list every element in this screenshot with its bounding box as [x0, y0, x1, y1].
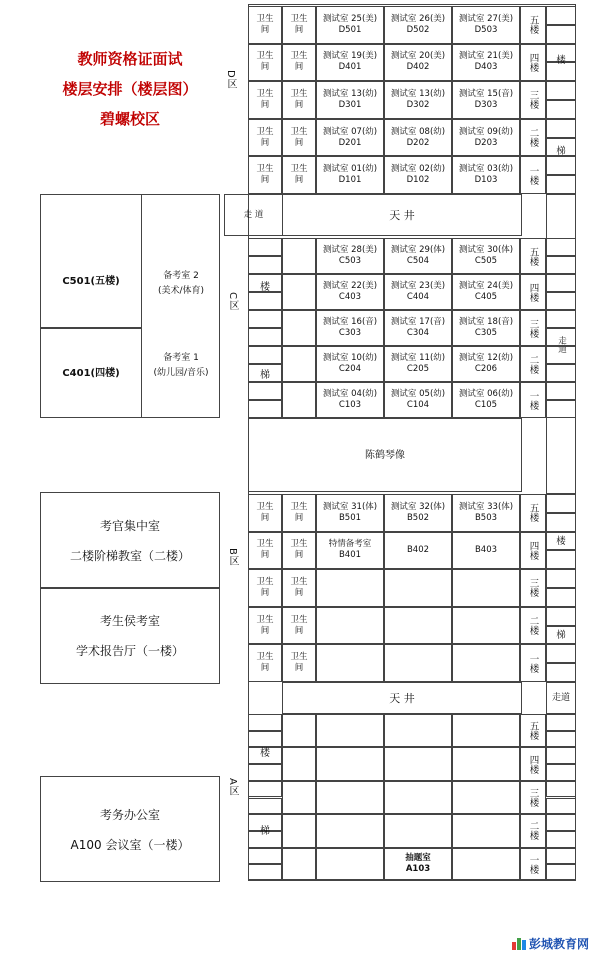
room-c501 [40, 194, 142, 328]
a-floor-3: 三楼 [520, 781, 546, 814]
a-room-3-3 [452, 781, 520, 814]
waiting-room-line1: 考生侯考室 [99, 614, 160, 628]
c-side-cell-1 [282, 238, 316, 274]
d-right-stairs-bottom: 梯 [556, 146, 566, 157]
d-toilet-3-1: 卫生间 [248, 81, 282, 119]
c-right-cell-3b [546, 328, 576, 346]
a-left-cell-5a [248, 848, 282, 865]
a-room-5-3 [452, 848, 520, 881]
b-room-4-1 [316, 607, 384, 645]
c-left-cell-5a [248, 382, 282, 400]
c-room-1-2: 测试室 29(体) C504 [384, 238, 452, 274]
b-right-cell-3b [546, 588, 576, 607]
b-toilet-2-1: 卫生间 [248, 532, 282, 570]
statue-courtyard: 陈鹤琴像 [248, 418, 522, 492]
d-room-3-2: 测试室 13(幼) D302 [384, 81, 452, 119]
a-right-cell-5b [546, 864, 576, 881]
b-right-cell-1a [546, 494, 576, 513]
c-room-2-1: 测试室 22(美) C403 [316, 274, 384, 310]
room-c401-label: C401(四楼) [62, 368, 120, 379]
c-room-3-1: 测试室 16(音) C303 [316, 310, 384, 346]
d-toilet-4-2: 卫生间 [282, 119, 316, 157]
c-right-cell-4a [546, 346, 576, 364]
a-side-cell-4 [282, 814, 316, 847]
d-room-2-1: 测试室 19(美) D401 [316, 44, 384, 82]
a-right-cell-3b [546, 798, 576, 815]
a-room-1-3 [452, 714, 520, 747]
a-side-cell-2 [282, 747, 316, 780]
b-right-cell-1b [546, 513, 576, 532]
c-zone-label: C区 [227, 292, 238, 311]
a-zone-label: A区 [227, 778, 238, 797]
c-stairs-label-top: 楼 [260, 282, 270, 293]
c-side-cell-3 [282, 310, 316, 346]
courtyard-upper: 天 井 [282, 194, 522, 236]
d-toilet-2-2: 卫生间 [282, 44, 316, 82]
title-line-1: 教师资格证面试 [77, 50, 183, 68]
b-right-cell-3a [546, 569, 576, 588]
c-side-cell-4 [282, 346, 316, 382]
brand-logo-icon [512, 938, 526, 950]
b-right-stairs-bottom: 梯 [556, 630, 566, 641]
corridor-label: 走 道 [224, 194, 282, 236]
a-room-4-2 [384, 814, 452, 847]
c-room-4-1: 测试室 10(幼) C204 [316, 346, 384, 382]
d-room-1-1: 测试室 25(美) D501 [316, 6, 384, 44]
c-room-1-3: 测试室 30(体) C505 [452, 238, 520, 274]
c-floor-4: 二楼 [520, 346, 546, 382]
a-left-cell-5b [248, 864, 282, 881]
a-room-2-2 [384, 747, 452, 780]
b-floor-1: 五楼 [520, 494, 546, 532]
c-floor-1: 五楼 [520, 238, 546, 274]
d-toilet-4-1: 卫生间 [248, 119, 282, 157]
d-zone-label: D区 [225, 70, 236, 90]
d-room-2-3: 测试室 21(美) D403 [452, 44, 520, 82]
a-left-cell-3a [248, 781, 282, 798]
a-left-cell-3b [248, 798, 282, 815]
a-right-cell-1a [546, 714, 576, 731]
b-toilet-2-2: 卫生间 [282, 532, 316, 570]
c-side-cell-5 [282, 382, 316, 418]
exam-office-line2: A100 会议室（一楼） [70, 838, 190, 852]
c-room-4-2: 测试室 11(幼) C205 [384, 346, 452, 382]
c-floor-5: 一楼 [520, 382, 546, 418]
exam-office [40, 776, 220, 882]
c-right-cell-3a [546, 310, 576, 328]
d-floor-5: 一楼 [520, 156, 546, 194]
c-left-cell-4a [248, 346, 282, 364]
title-line-2: 楼层安排（楼层图） [62, 80, 198, 98]
b-right-cell-5a [546, 644, 576, 663]
b-toilet-3-1: 卫生间 [248, 569, 282, 607]
b-toilet-4-2: 卫生间 [282, 607, 316, 645]
prep-room-2-title: 备考室 2 [163, 271, 199, 281]
exam-office-line1: 考务办公室 [99, 808, 160, 822]
c-floor-2: 四楼 [520, 274, 546, 310]
c-room-3-3: 测试室 18(音) C305 [452, 310, 520, 346]
d-toilet-5-1: 卫生间 [248, 156, 282, 194]
d-right-cell-1b [546, 25, 576, 44]
d-toilet-1-2: 卫生间 [282, 6, 316, 44]
walkway-lower: 走道 [546, 682, 576, 714]
d-right-cell-3b [546, 100, 576, 119]
prep-room-1-title: 备考室 1 [163, 353, 199, 363]
b-room-3-2 [384, 569, 452, 607]
brand-watermark: 彭城教育网 [512, 935, 589, 952]
d-floor-3: 三楼 [520, 81, 546, 119]
a-right-cell-4b [546, 831, 576, 848]
b-room-1-3: 测试室 33(体) B503 [452, 494, 520, 532]
d-toilet-5-2: 卫生间 [282, 156, 316, 194]
c-right-cell-4b [546, 364, 576, 382]
examiner-room [40, 492, 220, 588]
d-right-cell-3a [546, 81, 576, 100]
waiting-room [40, 588, 220, 684]
c-room-5-1: 测试室 04(幼) C103 [316, 382, 384, 418]
d-floor-2: 四楼 [520, 44, 546, 82]
d-toilet-3-2: 卫生间 [282, 81, 316, 119]
a-side-cell-1 [282, 714, 316, 747]
examiner-room-line2: 二楼阶梯教室（二楼） [69, 549, 190, 563]
c-left-cell-5b [248, 400, 282, 418]
b-floor-4: 二楼 [520, 607, 546, 645]
a-room-3-2 [384, 781, 452, 814]
d-room-3-1: 测试室 13(幼) D301 [316, 81, 384, 119]
a-room-1-1 [316, 714, 384, 747]
a-floor-5: 一楼 [520, 848, 546, 881]
b-room-2-3: B403 [452, 532, 520, 570]
a-room-3-1 [316, 781, 384, 814]
d-right-stairs-top: 楼 [556, 55, 566, 66]
a-room-1-2 [384, 714, 452, 747]
c-room-1-1: 测试室 28(美) C503 [316, 238, 384, 274]
c-right-cell-5a [546, 382, 576, 400]
b-toilet-5-2: 卫生间 [282, 644, 316, 682]
a-side-cell-3 [282, 781, 316, 814]
a-left-cell-1a [248, 714, 282, 731]
b-room-4-2 [384, 607, 452, 645]
c-right-cell-1a [546, 238, 576, 256]
c-room-2-3: 测试室 24(美) C405 [452, 274, 520, 310]
b-room-1-2: 测试室 32(体) B502 [384, 494, 452, 532]
a-right-cell-5a [546, 848, 576, 865]
d-room-5-1: 测试室 01(幼) D101 [316, 156, 384, 194]
examiner-room-line1: 考官集中室 [99, 519, 160, 533]
d-room-4-3: 测试室 09(幼) D203 [452, 119, 520, 157]
d-right-cell-4a [546, 119, 576, 138]
d-room-3-3: 测试室 15(音) D303 [452, 81, 520, 119]
prep-room-2-sub: (美术/体育) [157, 286, 205, 296]
b-zone-label: B区 [227, 548, 238, 567]
a-floor-1: 五楼 [520, 714, 546, 747]
c-right-cell-1b [546, 256, 576, 274]
b-toilet-1-1: 卫生间 [248, 494, 282, 532]
b-floor-5: 一楼 [520, 644, 546, 682]
a-room-5-2: 抽题室 A103 [384, 848, 452, 881]
d-room-1-2: 测试室 26(美) D502 [384, 6, 452, 44]
c-left-cell-2b [248, 292, 282, 310]
c-room-3-2: 测试室 17(音) C304 [384, 310, 452, 346]
b-room-5-2 [384, 644, 452, 682]
c-stairs-label-bottom: 梯 [260, 370, 270, 381]
room-c501-label: C501(五楼) [62, 276, 120, 287]
a-room-5-1 [316, 848, 384, 881]
a-stairs-label-bottom: 梯 [260, 826, 270, 837]
a-stairs-label-top: 楼 [260, 748, 270, 759]
a-room-4-3 [452, 814, 520, 847]
b-room-2-2: B402 [384, 532, 452, 570]
d-room-4-2: 测试室 08(幼) D202 [384, 119, 452, 157]
b-room-3-3 [452, 569, 520, 607]
d-room-5-2: 测试室 02(幼) D102 [384, 156, 452, 194]
a-floor-2: 四楼 [520, 747, 546, 780]
c-room-5-3: 测试室 06(幼) C105 [452, 382, 520, 418]
b-right-cell-2b [546, 550, 576, 569]
a-room-2-3 [452, 747, 520, 780]
a-room-4-1 [316, 814, 384, 847]
b-floor-2: 四楼 [520, 532, 546, 570]
d-toilet-1-1: 卫生间 [248, 6, 282, 44]
courtyard-lower: 天 井 [282, 682, 522, 714]
d-right-cell-5b [546, 175, 576, 194]
a-floor-4: 二楼 [520, 814, 546, 847]
b-room-5-1 [316, 644, 384, 682]
b-toilet-1-2: 卫生间 [282, 494, 316, 532]
b-toilet-4-1: 卫生间 [248, 607, 282, 645]
d-room-4-1: 测试室 07(幼) D201 [316, 119, 384, 157]
c-room-2-2: 测试室 23(美) C404 [384, 274, 452, 310]
d-room-2-2: 测试室 20(美) D402 [384, 44, 452, 82]
a-right-cell-2b [546, 764, 576, 781]
c-room-5-2: 测试室 05(幼) C104 [384, 382, 452, 418]
c-right-cell-5b [546, 400, 576, 418]
a-right-cell-2a [546, 747, 576, 764]
a-right-cell-1b [546, 731, 576, 748]
c-left-cell-3a [248, 310, 282, 328]
a-side-cell-5 [282, 848, 316, 881]
d-room-1-3: 测试室 27(美) D503 [452, 6, 520, 44]
b-right-cell-4a [546, 607, 576, 626]
walkway-right: 走道 [546, 194, 576, 494]
c-right-cell-2b [546, 292, 576, 310]
d-floor-4: 二楼 [520, 119, 546, 157]
a-left-cell-2b [248, 764, 282, 781]
b-toilet-5-1: 卫生间 [248, 644, 282, 682]
waiting-room-line2: 学术报告厅（一楼） [75, 644, 184, 658]
c-left-cell-1b [248, 256, 282, 274]
b-room-3-1 [316, 569, 384, 607]
d-right-cell-1a [546, 6, 576, 25]
b-right-cell-5b [546, 663, 576, 682]
c-right-cell-2a [546, 274, 576, 292]
c-left-cell-3b [248, 328, 282, 346]
b-right-stairs-top: 楼 [556, 536, 566, 547]
a-left-cell-1b [248, 731, 282, 748]
d-floor-1: 五楼 [520, 6, 546, 44]
c-left-cell-1a [248, 238, 282, 256]
b-toilet-3-2: 卫生间 [282, 569, 316, 607]
a-right-cell-4a [546, 814, 576, 831]
a-right-cell-3a [546, 781, 576, 798]
c-floor-3: 三楼 [520, 310, 546, 346]
d-right-cell-5a [546, 156, 576, 175]
b-room-2-1: 特情备考室 B401 [316, 532, 384, 570]
title-line-3: 碧螺校区 [99, 110, 160, 128]
d-room-5-3: 测试室 03(幼) D103 [452, 156, 520, 194]
a-room-2-1 [316, 747, 384, 780]
b-floor-3: 三楼 [520, 569, 546, 607]
prep-room-1-sub: (幼儿园/音乐) [153, 368, 209, 378]
c-room-4-3: 测试室 12(幼) C206 [452, 346, 520, 382]
b-room-5-3 [452, 644, 520, 682]
b-room-1-1: 测试室 31(体) B501 [316, 494, 384, 532]
b-room-4-3 [452, 607, 520, 645]
d-toilet-2-1: 卫生间 [248, 44, 282, 82]
c-side-cell-2 [282, 274, 316, 310]
